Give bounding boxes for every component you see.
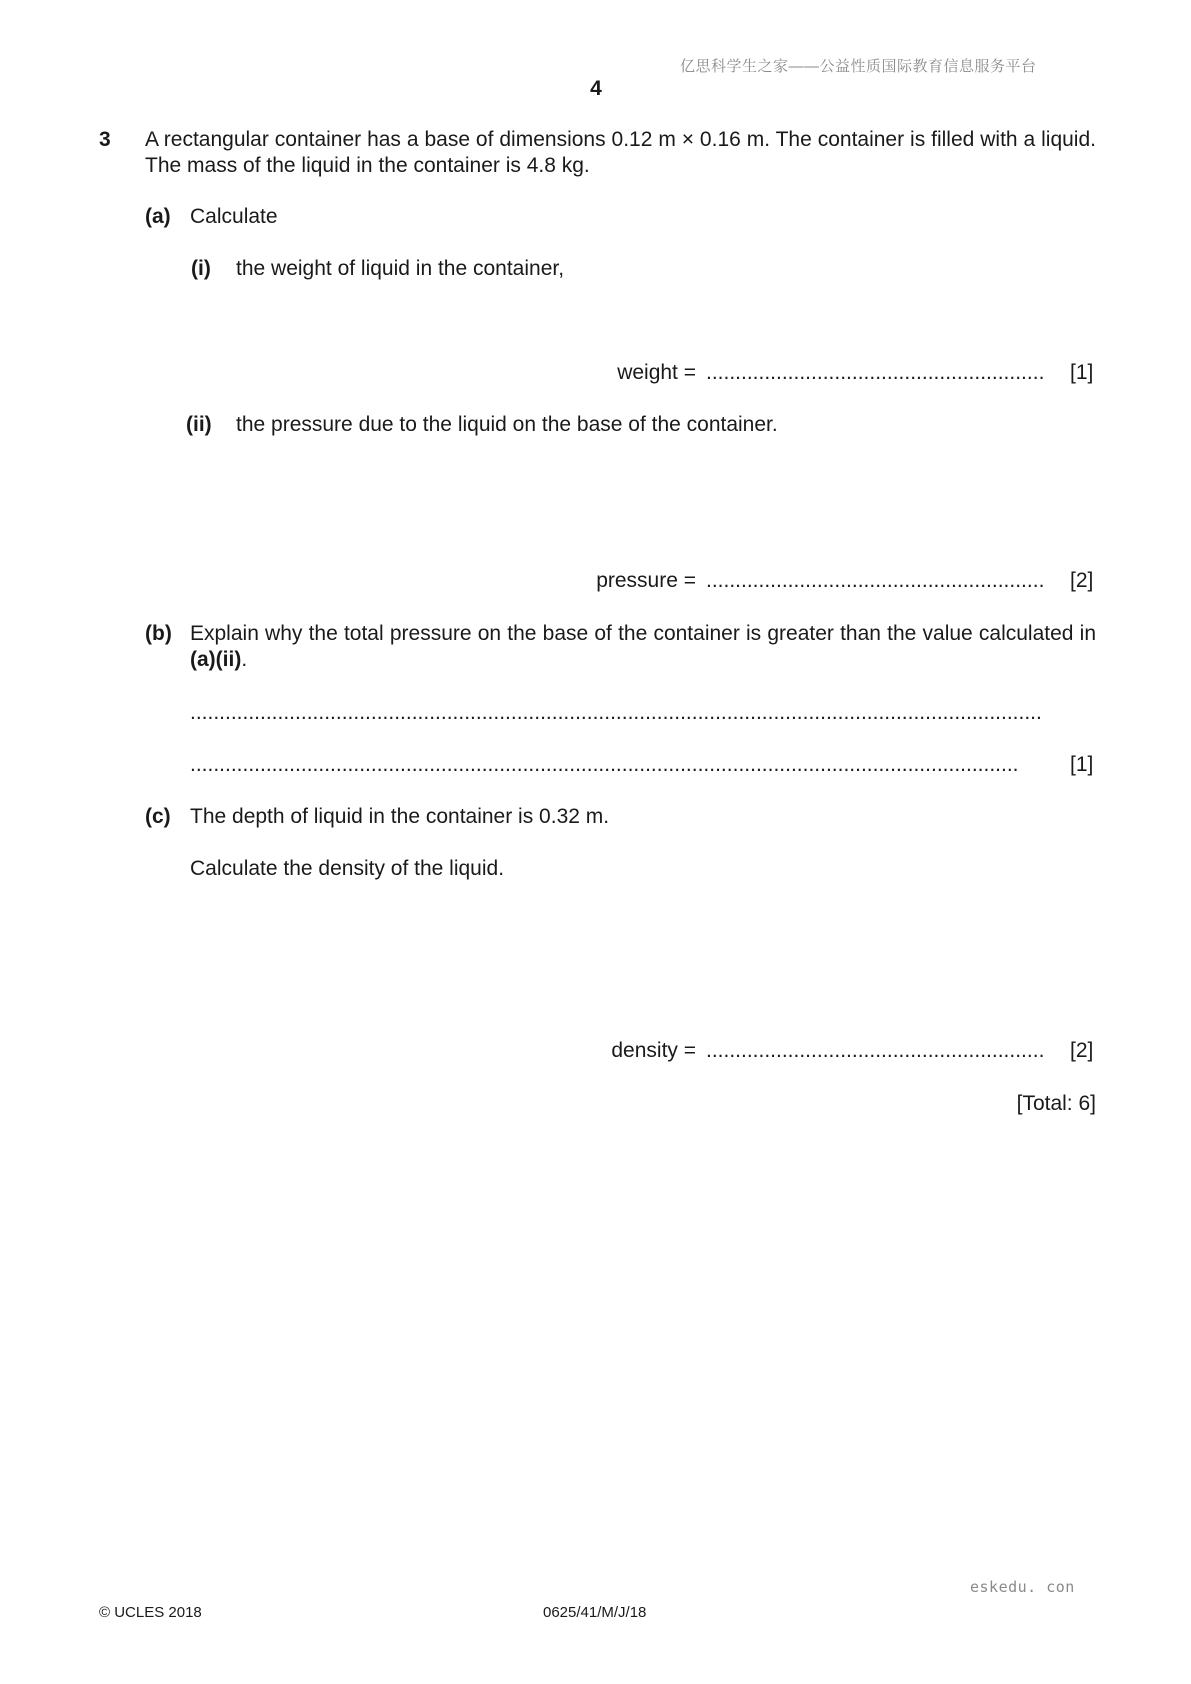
part-b-text-ref: (a)(ii): [190, 648, 242, 671]
footer-copyright: © UCLES 2018: [99, 1604, 202, 1621]
part-c-label: (c): [145, 805, 171, 828]
part-a-ii-label: (ii): [186, 413, 212, 436]
pressure-answer-line[interactable]: ..........................................................: [706, 569, 1045, 592]
weight-answer-label: weight =: [617, 361, 696, 384]
page-number: 4: [590, 77, 602, 100]
footer-code: 0625/41/M/J/18: [543, 1604, 647, 1621]
part-a-text: Calculate: [190, 205, 278, 228]
part-c-instruction: Calculate the density of the liquid.: [190, 857, 505, 880]
question-number: 3: [99, 128, 111, 151]
part-b-text-end: .: [241, 648, 248, 671]
part-b-label: (b): [145, 622, 172, 645]
part-c-text: The depth of liquid in the container is 0.32 m.: [190, 805, 610, 828]
part-b-answer-line-1[interactable]: ..................................................................................................................................................: [190, 701, 1042, 724]
pressure-marks: [2]: [1070, 569, 1094, 592]
header-watermark: 亿思科学生之家——公益性质国际教育信息服务平台: [680, 58, 1037, 75]
weight-answer-line[interactable]: ..........................................................: [706, 361, 1045, 384]
density-answer-line[interactable]: ..........................................................: [706, 1039, 1045, 1062]
part-a-ii-text: the pressure due to the liquid on the base of the container.: [236, 413, 778, 436]
question-intro: A rectangular container has a base of dimensions 0.12 m × 0.16 m. The container is filled with a liquid. The mass of the liquid in the container is 4.8 kg.: [145, 128, 1096, 177]
pressure-answer-label: pressure =: [596, 569, 696, 592]
part-b-text-main: Explain why the total pressure on the base of the container is greater than the value calculated in: [190, 622, 1096, 645]
total-marks: [Total: 6]: [1016, 1092, 1096, 1115]
footer-watermark: eskedu. con: [970, 1578, 1075, 1596]
density-marks: [2]: [1070, 1039, 1094, 1062]
part-b-text: [190, 621, 1096, 673]
density-answer-label: density =: [611, 1039, 696, 1062]
part-a-label: (a): [145, 205, 171, 228]
part-b-answer-line-2[interactable]: ..............................................................................................................................................: [190, 753, 1019, 776]
part-b-marks: [1]: [1070, 753, 1094, 776]
part-a-i-text: the weight of liquid in the container,: [236, 257, 565, 280]
part-a-i-label: (i): [191, 257, 211, 280]
weight-marks: [1]: [1070, 361, 1094, 384]
